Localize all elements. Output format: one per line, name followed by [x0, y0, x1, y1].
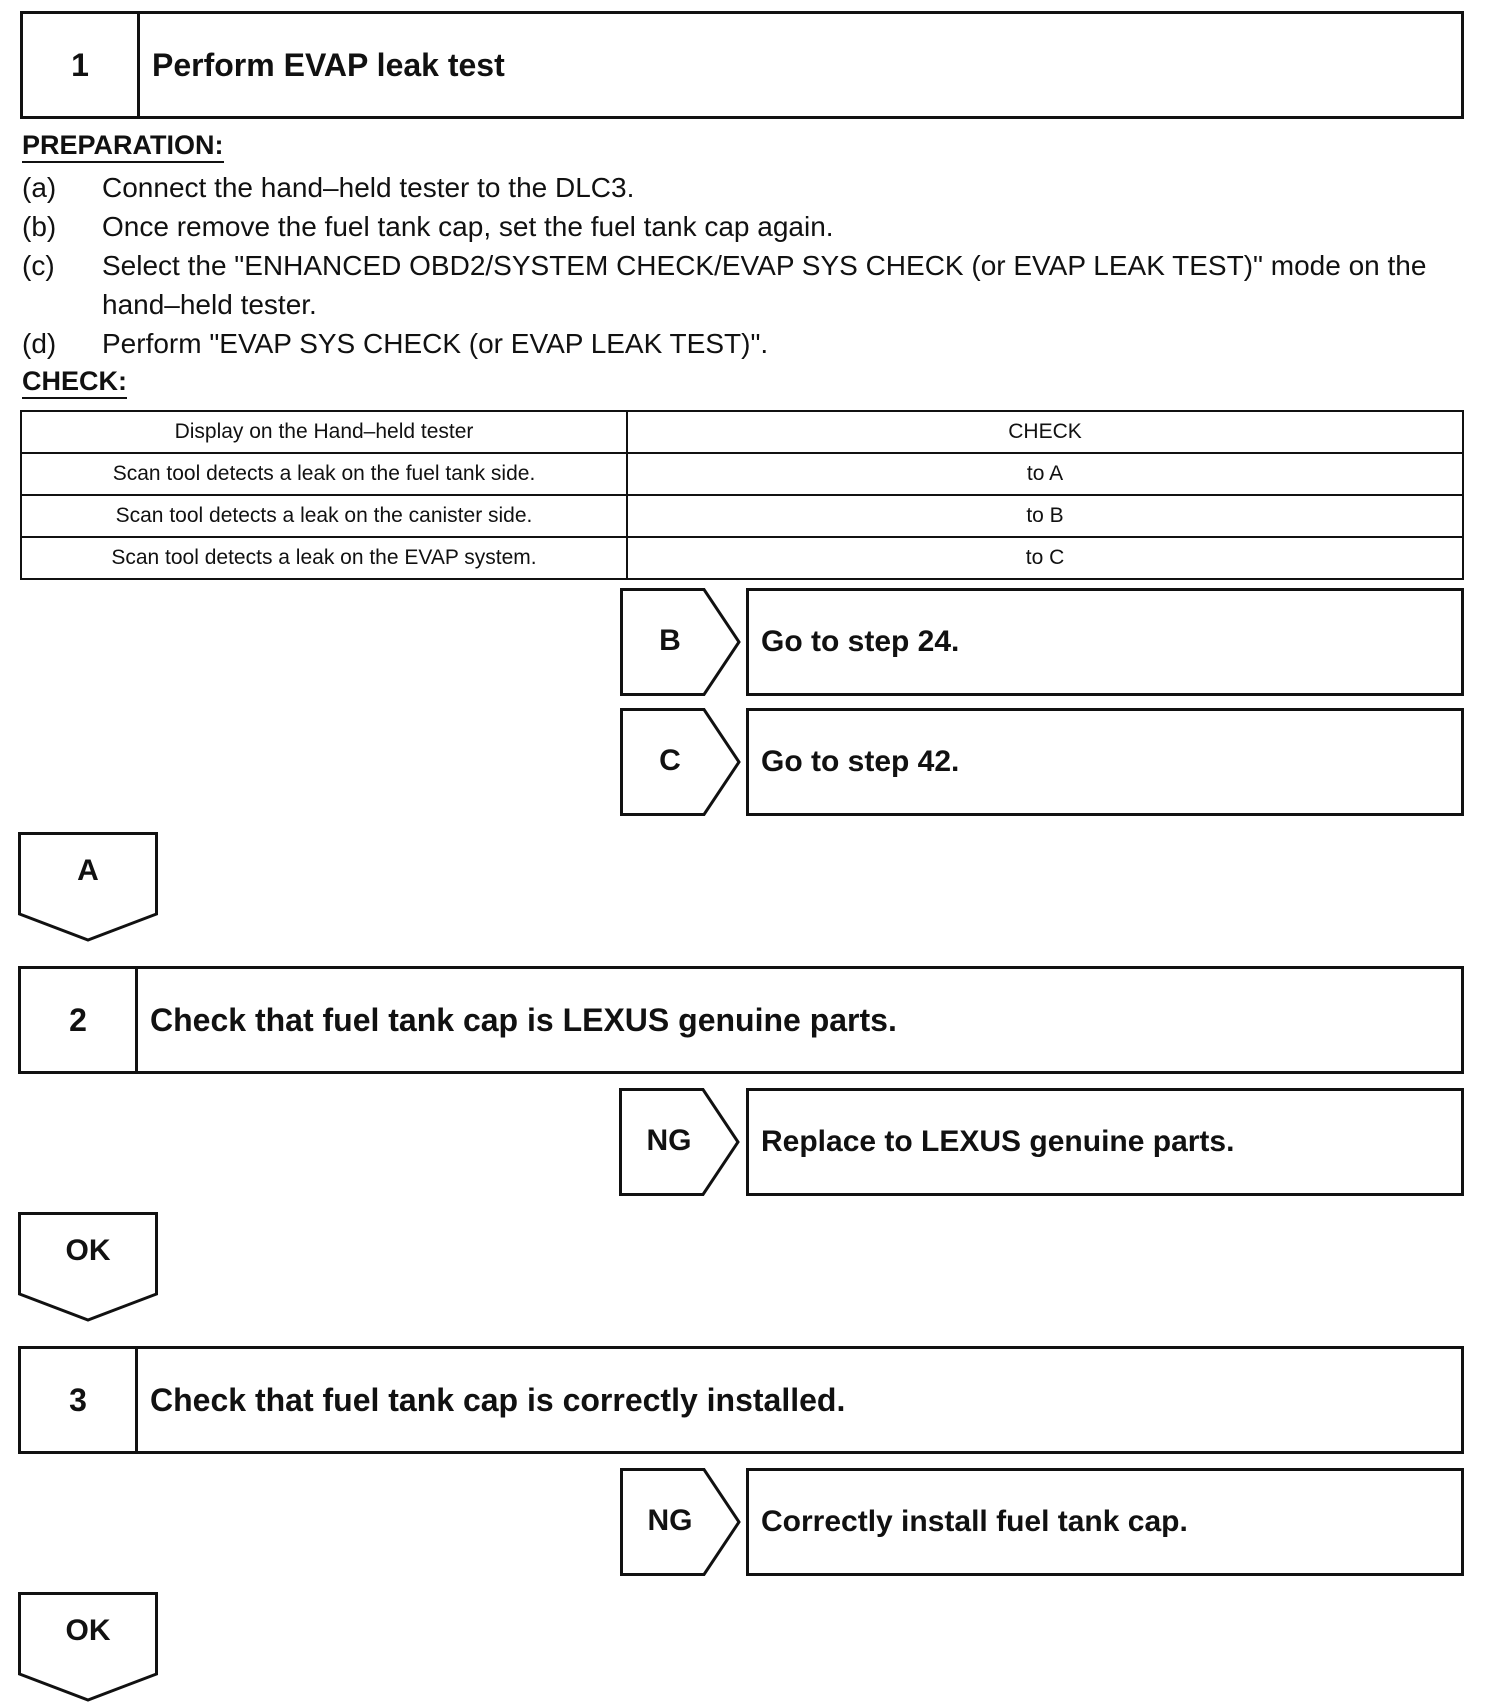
- prep-item-b: [22, 207, 1492, 246]
- step-number: 2: [21, 969, 138, 1071]
- table-row: [21, 453, 1463, 495]
- branch-action-ng-3: Correctly install fuel tank cap.: [746, 1468, 1464, 1576]
- table-cell: to C: [627, 537, 1463, 579]
- prep-item-text: Perform "EVAP SYS CHECK (or EVAP LEAK TEST)".: [102, 328, 769, 359]
- table-row: [21, 537, 1463, 579]
- branch-tag-ng-3: [620, 1468, 742, 1576]
- branch-tag-b: [620, 588, 742, 696]
- branch-tag-label: B: [659, 624, 681, 657]
- prep-item-d: [22, 324, 1492, 363]
- step-number: 3: [21, 1349, 138, 1451]
- step-1-header: [20, 11, 1464, 119]
- branch-action-c: Go to step 42.: [746, 708, 1464, 816]
- prep-item-text: Once remove the fuel tank cap, set the fuel tank cap again.: [102, 211, 834, 242]
- step-title: Check that fuel tank cap is LEXUS genuine parts.: [150, 1001, 897, 1038]
- table-cell: Scan tool detects a leak on the EVAP system.: [21, 537, 627, 579]
- branch-tag-label: NG: [647, 1504, 693, 1537]
- step-title: Check that fuel tank cap is correctly installed.: [150, 1381, 846, 1418]
- step-3-header: [18, 1346, 1464, 1454]
- branch-tag-ng-2: [619, 1088, 741, 1196]
- prep-item-a: [22, 168, 1492, 207]
- branch-tag-ok-2: [18, 1212, 158, 1322]
- check-table: [20, 410, 1464, 580]
- prep-item-label: (d): [22, 328, 57, 359]
- table-cell: Scan tool detects a leak on the canister side.: [21, 495, 627, 537]
- preparation-heading: PREPARATION:: [22, 130, 224, 163]
- branch-tag-label: C: [659, 744, 681, 777]
- prep-item-label: (a): [22, 172, 57, 203]
- table-header-cell: Display on the Hand–held tester: [21, 411, 627, 453]
- branch-tag-label: OK: [65, 1614, 111, 1647]
- table-row: [21, 495, 1463, 537]
- branch-tag-a: [18, 832, 158, 942]
- step-2-header: [18, 966, 1464, 1074]
- table-cell: to B: [627, 495, 1463, 537]
- branch-tag-label: NG: [646, 1124, 692, 1157]
- branch-tag-ok-3: [18, 1592, 158, 1702]
- branch-tag-c: [620, 708, 742, 816]
- table-header-cell: CHECK: [627, 411, 1463, 453]
- branch-action-b: Go to step 24.: [746, 588, 1464, 696]
- prep-item-text: Select the "ENHANCED OBD2/SYSTEM CHECK/EVAP SYS CHECK (or EVAP LEAK TEST)" mode on the hand–held tester.: [102, 250, 1427, 320]
- table-cell: to A: [627, 453, 1463, 495]
- table-cell: Scan tool detects a leak on the fuel tank side.: [21, 453, 627, 495]
- branch-tag-label: OK: [65, 1234, 111, 1267]
- branch-tag-label: A: [77, 854, 99, 887]
- prep-item-label: (b): [22, 211, 57, 242]
- branch-action-ng-2: Replace to LEXUS genuine parts.: [746, 1088, 1464, 1196]
- prep-item-c: [22, 246, 1492, 324]
- step-number: 1: [23, 14, 140, 116]
- prep-item-text: Connect the hand–held tester to the DLC3.: [102, 172, 635, 203]
- table-header-row: [21, 411, 1463, 453]
- check-heading: CHECK:: [22, 366, 127, 399]
- prep-item-label: (c): [22, 250, 55, 281]
- step-title: Perform EVAP leak test: [152, 46, 505, 83]
